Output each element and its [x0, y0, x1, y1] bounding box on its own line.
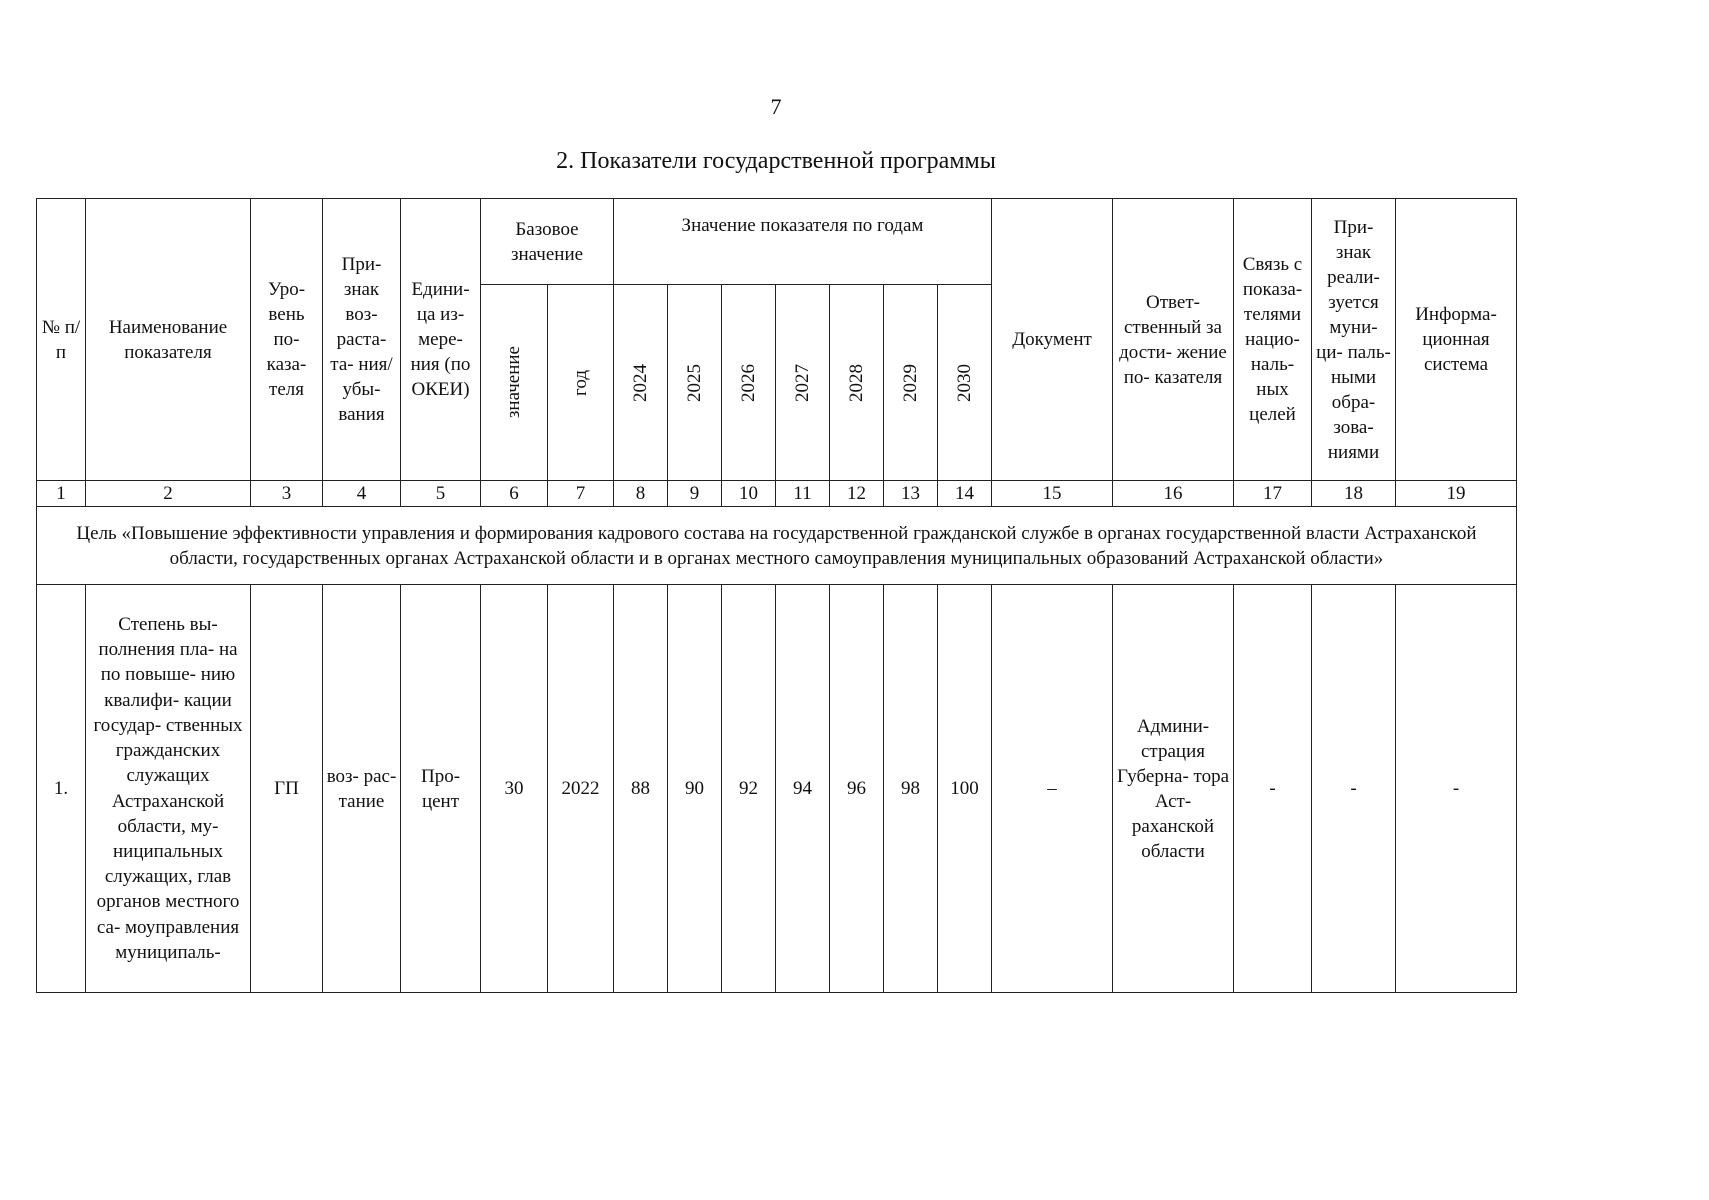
- column-number: 1: [37, 481, 86, 507]
- row-level: ГП: [251, 585, 323, 993]
- column-number: 4: [323, 481, 401, 507]
- column-number: 9: [668, 481, 722, 507]
- column-number: 18: [1312, 481, 1396, 507]
- header-year-2024: 2024: [614, 285, 668, 481]
- row-value-2027: 94: [776, 585, 830, 993]
- row-name: Степень вы- полнения пла- на по повыше- нию квалифи- кации государ- ственных гражданских служащих Астраханской области, му- ниципальных служащих, глав органов местного са- моуправления муниципаль-: [86, 585, 251, 993]
- header-municipal: При- знак реали- зуется муни- ци- паль- ными обра- зова- ниями: [1312, 199, 1396, 481]
- column-number-row: [37, 481, 1517, 507]
- header-year-2026: 2026: [722, 285, 776, 481]
- header-num: № п/п: [37, 199, 86, 481]
- header-name: Наименование показателя: [86, 199, 251, 481]
- table-row: [37, 585, 1517, 993]
- column-number: 13: [884, 481, 938, 507]
- header-level: Уро- вень по- каза- теля: [251, 199, 323, 481]
- header-year-2027: 2027: [776, 285, 830, 481]
- goal-row: Цель «Повышение эффективности управления и формирования кадрового состава на государственной гражданской службе в органах государственной власти Астраханской области, государственных органах Астраханской области и в органах местного самоуправления муниципальных образований Астраханской области»: [37, 507, 1517, 585]
- column-number: 5: [401, 481, 481, 507]
- row-value-2024: 88: [614, 585, 668, 993]
- row-value-2025: 90: [668, 585, 722, 993]
- header-base-value: значение: [481, 285, 548, 481]
- row-unit: Про- цент: [401, 585, 481, 993]
- column-number: 2: [86, 481, 251, 507]
- header-year-2028: 2028: [830, 285, 884, 481]
- row-responsible: Админи- страция Губерна- тора Аст- раханской области: [1113, 585, 1234, 993]
- column-number: 6: [481, 481, 548, 507]
- column-number: 11: [776, 481, 830, 507]
- header-year-2030: 2030: [938, 285, 992, 481]
- indicators-table: [36, 198, 1517, 993]
- page-number: 7: [770, 94, 782, 119]
- column-number: 7: [548, 481, 614, 507]
- row-info-system: -: [1396, 585, 1517, 993]
- column-number: 12: [830, 481, 884, 507]
- row-value-2030: 100: [938, 585, 992, 993]
- row-national-link: -: [1234, 585, 1312, 993]
- column-number: 14: [938, 481, 992, 507]
- header-year-2025: 2025: [668, 285, 722, 481]
- column-number: 8: [614, 481, 668, 507]
- row-base-year: 2022: [548, 585, 614, 993]
- column-number: 10: [722, 481, 776, 507]
- header-national-link: Связь с показа- телями нацио- наль- ных целей: [1234, 199, 1312, 481]
- header-responsible: Ответ- ственный за дости- жение по- казателя: [1113, 199, 1234, 481]
- header-base-year: год: [548, 285, 614, 481]
- column-number: 16: [1113, 481, 1234, 507]
- row-value-2029: 98: [884, 585, 938, 993]
- row-base-value: 30: [481, 585, 548, 993]
- column-number: 15: [992, 481, 1113, 507]
- header-years-group: Значение показателя по годам: [614, 199, 992, 285]
- row-municipal: -: [1312, 585, 1396, 993]
- row-value-2028: 96: [830, 585, 884, 993]
- section-title: 2. Показатели государственной программы: [556, 148, 996, 174]
- row-num: 1.: [37, 585, 86, 993]
- row-trend: воз- рас- тание: [323, 585, 401, 993]
- column-number: 3: [251, 481, 323, 507]
- header-info-system: Информа- ционная система: [1396, 199, 1517, 481]
- column-number: 17: [1234, 481, 1312, 507]
- header-trend: При- знак воз- раста- та- ния/ убы- вания: [323, 199, 401, 481]
- header-unit: Едини- ца из- мере- ния (по ОКЕИ): [401, 199, 481, 481]
- header-base: Базовое значение: [481, 199, 614, 285]
- row-value-2026: 92: [722, 585, 776, 993]
- header-year-2029: 2029: [884, 285, 938, 481]
- header-document: Документ: [992, 199, 1113, 481]
- row-document: –: [992, 585, 1113, 993]
- column-number: 19: [1396, 481, 1517, 507]
